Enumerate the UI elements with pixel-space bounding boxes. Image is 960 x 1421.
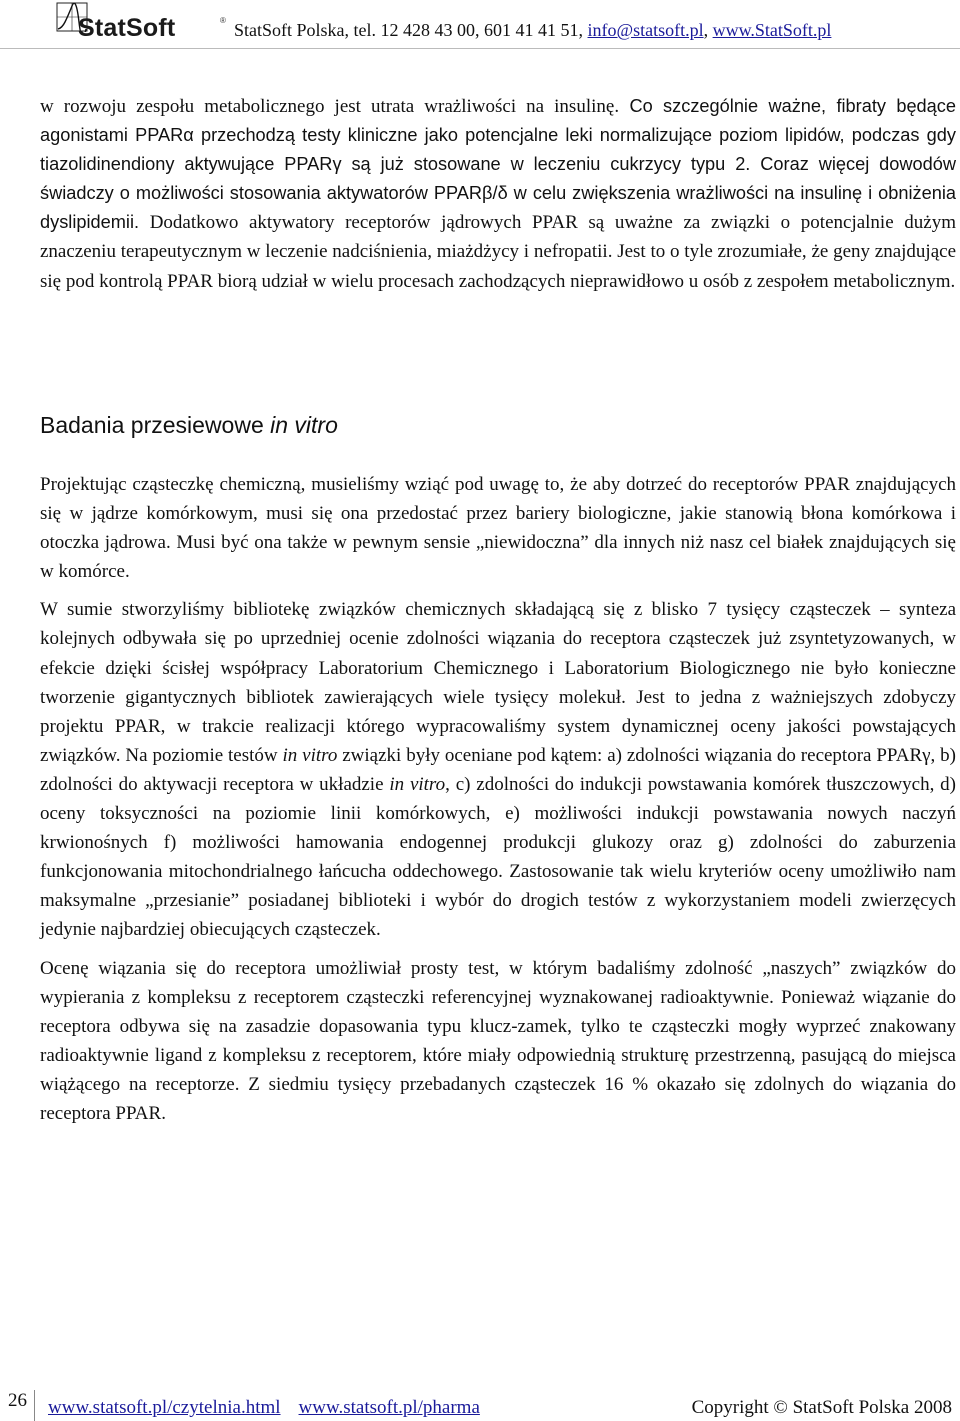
para1-sentence4: Dodatkowo aktywatory receptorów jądrowych PPAR są uważne za związki o potencjalnie dużym znaczeniu terapeutycznym w leczenie nadciśnienia, miażdżycy i nefropatii. Jest to o tyle zrozumiałe, że geny znajdujące się pod kontrolą PPAR biorą udział w wielu procesach zachodzących nieprawidłowo u osób z zespołem metabolicznym. xyxy=(40,212,956,292)
footer-links xyxy=(48,1397,498,1419)
logo-text: StatSoft xyxy=(78,14,176,42)
website-link[interactable]: www.StatSoft.pl xyxy=(712,20,832,40)
paragraph-design: Projektując cząsteczkę chemiczną, musieliśmy wziąć pod uwagę to, że aby dotrzeć do receptorów PPAR znajdujących się w jądrze komórkowym, musi się ona przedostać przez bariery biologiczne, jakie stanowią błona komórkowa i otoczka jądrowa. Musi być ona także w pewnym sensie „niewidoczna” dla innych niż nasz cel białek znajdujących się w komórce. xyxy=(40,474,956,583)
para3-part-a: W sumie stworzyliśmy bibliotekę związków chemicznych składającą się z blisko 7 tysięcy cząsteczek – synteza kolejnych odbywała się po uprzedniej ocenie zdolności wiązania do receptora cząsteczek już zsyntetyzowanych, w efekcie dzięki ścisłej współpracy Laboratorium Chemicznego i Laboratorium Biologicznego nie było konieczne tworzenie gigantycznych bibliotek zawierających wiele tysięcy molekuł. Jest to jedna z ważniejszych zdobyczy projektu PPAR, w trakcie realizacji którego wypracowaliśmy system dynamicznej oceny jakości powstających związków. Na poziomie testów xyxy=(40,599,956,766)
page-footer xyxy=(0,1390,960,1421)
section-heading xyxy=(40,412,338,439)
statsoft-logo[interactable] xyxy=(56,0,226,48)
paragraph-metabolic xyxy=(40,92,956,296)
para3-italic-2: in vitro xyxy=(389,773,446,795)
para1-sentence2: Co szczególnie ważne, fibraty będące agonistami PPARα przechodzą testy kliniczne jako potencjalne leki normalizujące poziom lipidów, podczas gdy tiazolidinendiony aktywujące PPARγ są już stosowane w leczeniu cukrzycy typu 2. xyxy=(40,96,956,175)
email-link[interactable]: info@statsoft.pl xyxy=(587,20,704,40)
para3-part-b: związki były oceniane pod kątem: a) zdolności wiązania do receptora PPARγ, b) zdolności do aktywacji receptora w układzie xyxy=(40,744,956,795)
pharma-link[interactable]: www.statsoft.pl/pharma xyxy=(298,1397,480,1418)
company-contact: StatSoft Polska, tel. 12 428 43 00, 601 41 41 51, xyxy=(234,20,588,40)
intro-section xyxy=(40,92,956,296)
registered-mark: ® xyxy=(220,16,226,25)
heading-italic: in vitro xyxy=(270,412,338,438)
header-contact xyxy=(234,20,831,41)
paragraph-binding-test: Ocenę wiązania się do receptora umożliwiał prosty test, w którym badaliśmy zdolność „naszych” związków do wypierania z kompleksu z receptorem cząsteczki referencyjnej wyznakowanej radioaktywnie. Ponieważ wiązanie do receptora odbywa się na zasadzie dopasowania typu klucz-zamek, tylko te cząsteczki mogły wyprzeć znakowany radioaktywnie ligand z kompleksu z receptorem, które miały odpowiednią strukturę przestrzenną, pasującą do miejsca wiążącego na receptorze. Z siedmiu tysięcy przebadanych cząsteczek 16 % okazało się zdolnych do wiązania do receptora PPAR. xyxy=(40,957,956,1124)
para1-sentence3: Coraz więcej dowodów świadczy o możliwości stosowania aktywatorów PPARβ/δ w celu zwiększenia wrażliwości na insulinę i obniżenia dyslipidemii. xyxy=(40,154,956,233)
footer-divider xyxy=(34,1390,35,1421)
reading-room-link[interactable]: www.statsoft.pl/czytelnia.html xyxy=(48,1397,281,1418)
page-number: 26 xyxy=(8,1390,27,1411)
page-header xyxy=(0,0,960,48)
para3-italic-1: in vitro xyxy=(282,744,338,766)
para3-part-c: , c) zdolności do indukcji powstawania komórek tłuszczowych, d) oceny toksyczności na poziomie linii komórkowych, e) możliwości indukcji powstawania nowych naczyń krwionośnych f) możliwości hamowania endogennej produkcji glukozy oraz g) zdolności do zaburzenia funkcjonowania mitochondrialnego łańcucha oddechowego. Zastosowanie tak wielu kryteriów oceny umożliwiło nam maksymalne „przesianie” posiadanej biblioteki i wybór do drogich testów z wykorzystaniem modeli zwierzęcych jedynie najbardziej obiecujących cząsteczek. xyxy=(40,773,956,941)
screening-section xyxy=(40,470,956,1128)
separator: , xyxy=(703,20,713,40)
header-divider xyxy=(0,48,960,49)
para1-sentence1: w rozwoju zespołu metabolicznego jest utrata wrażliwości na insulinę. xyxy=(40,96,620,117)
paragraph-library xyxy=(40,595,956,944)
heading-main: Badania przesiewowe xyxy=(40,412,271,438)
copyright: Copyright © StatSoft Polska 2008 xyxy=(691,1397,952,1418)
